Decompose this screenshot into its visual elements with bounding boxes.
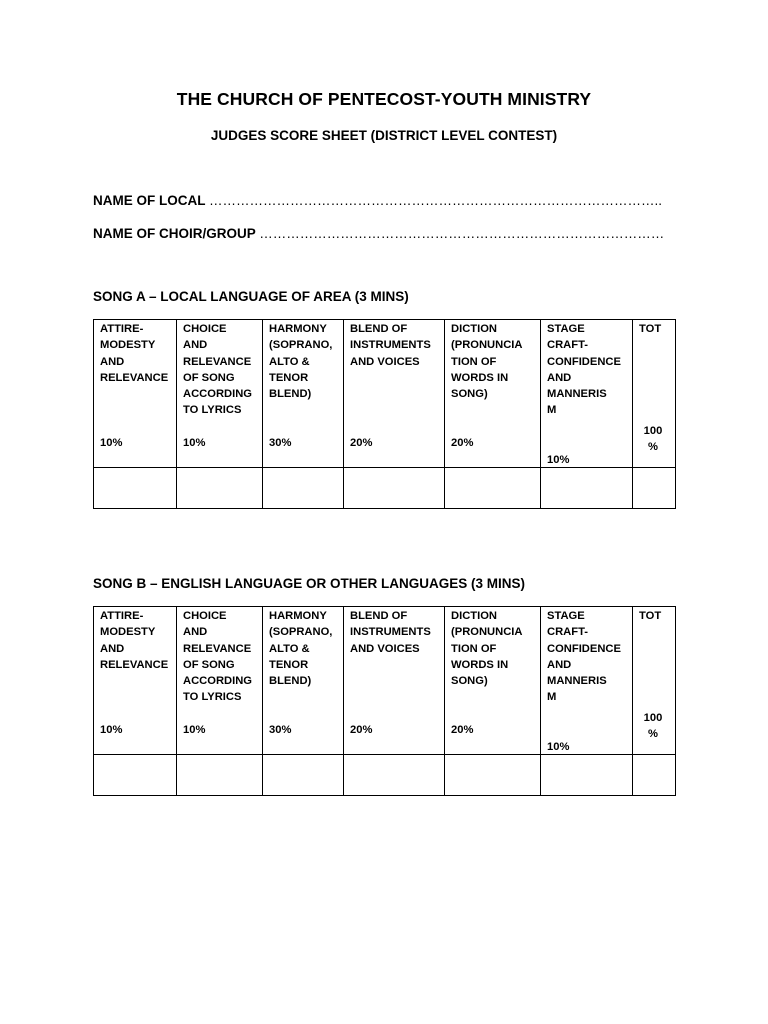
name-of-local-blank[interactable]: ………………………………………………………………………………………..: [209, 193, 663, 208]
criterion-name: DICTION (PRONUNCIA TION OF WORDS IN SONG): [451, 323, 523, 401]
name-of-choir-field[interactable]: [93, 226, 664, 241]
criterion-name: CHOICE AND RELEVANCE OF SONG ACCORDING TO LYRICS: [183, 610, 252, 704]
criterion-stage-craft: [541, 320, 633, 468]
criterion-name: BLEND OF INSTRUMENTS AND VOICES: [350, 323, 431, 368]
score-cell-total[interactable]: [633, 468, 676, 509]
criterion-stage-craft: [541, 607, 633, 755]
criterion-harmony: [263, 320, 344, 468]
criterion-total: [633, 607, 676, 755]
criterion-choice: [177, 320, 263, 468]
score-cell-diction[interactable]: [445, 755, 541, 796]
criterion-name: TOT: [639, 610, 662, 622]
score-cell-blend[interactable]: [344, 755, 445, 796]
criterion-diction: [445, 320, 541, 468]
name-of-choir-blank[interactable]: ………………………………………………………………………………: [259, 226, 665, 241]
document-subtitle: JUDGES SCORE SHEET (DISTRICT LEVEL CONTEST): [210, 128, 558, 143]
criterion-weight: 10%: [100, 437, 123, 449]
criterion-blend: [344, 607, 445, 755]
score-cell-blend[interactable]: [344, 468, 445, 509]
score-entry-row: [94, 755, 676, 796]
criterion-weight: 10%: [547, 741, 570, 753]
document-title: THE CHURCH OF PENTECOST-YOUTH MINISTRY: [176, 89, 592, 109]
criterion-name: HARMONY (SOPRANO, ALTO & TENOR BLEND): [269, 323, 333, 401]
criterion-name: CHOICE AND RELEVANCE OF SONG ACCORDING TO LYRICS: [183, 323, 252, 417]
name-of-local-label: NAME OF LOCAL: [93, 193, 206, 208]
song-a-heading: SONG A – LOCAL LANGUAGE OF AREA (3 MINS): [93, 289, 409, 304]
score-cell-diction[interactable]: [445, 468, 541, 509]
score-cell-total[interactable]: [633, 755, 676, 796]
criterion-name: BLEND OF INSTRUMENTS AND VOICES: [350, 610, 431, 655]
score-entry-row: [94, 468, 676, 509]
score-cell-harmony[interactable]: [263, 755, 344, 796]
criterion-weight: 10%: [183, 724, 206, 736]
criterion-attire: [94, 607, 177, 755]
name-of-local-field[interactable]: [93, 193, 662, 208]
criteria-row: [94, 607, 676, 755]
criterion-weight: 20%: [451, 437, 474, 449]
criterion-harmony: [263, 607, 344, 755]
score-cell-stage-craft[interactable]: [541, 755, 633, 796]
criterion-name: ATTIRE- MODESTY AND RELEVANCE: [100, 610, 169, 671]
score-cell-harmony[interactable]: [263, 468, 344, 509]
criteria-row: [94, 320, 676, 468]
criterion-diction: [445, 607, 541, 755]
song-b-score-table: [93, 606, 676, 796]
criterion-attire: [94, 320, 177, 468]
criterion-blend: [344, 320, 445, 468]
score-cell-stage-craft[interactable]: [541, 468, 633, 509]
criterion-name: TOT: [639, 323, 662, 335]
criterion-total: [633, 320, 676, 468]
criterion-choice: [177, 607, 263, 755]
score-cell-choice[interactable]: [177, 755, 263, 796]
score-cell-attire[interactable]: [94, 755, 177, 796]
criterion-weight: 30%: [269, 437, 292, 449]
criterion-weight: 100 %: [643, 425, 663, 453]
score-cell-attire[interactable]: [94, 468, 177, 509]
criterion-name: STAGE CRAFT- CONFIDENCE AND MANNERIS M: [547, 323, 621, 417]
score-cell-choice[interactable]: [177, 468, 263, 509]
criterion-name: STAGE CRAFT- CONFIDENCE AND MANNERIS M: [547, 610, 621, 704]
name-of-choir-label: NAME OF CHOIR/GROUP: [93, 226, 256, 241]
criterion-weight: 20%: [350, 437, 373, 449]
criterion-name: ATTIRE- MODESTY AND RELEVANCE: [100, 323, 169, 384]
criterion-name: DICTION (PRONUNCIA TION OF WORDS IN SONG): [451, 610, 523, 688]
criterion-weight: 20%: [350, 724, 373, 736]
criterion-weight: 10%: [100, 724, 123, 736]
criterion-weight: 10%: [547, 454, 570, 466]
criterion-weight: 20%: [451, 724, 474, 736]
song-a-score-table: [93, 319, 676, 509]
criterion-weight: 30%: [269, 724, 292, 736]
criterion-weight: 100 %: [643, 712, 663, 740]
song-b-heading: SONG B – ENGLISH LANGUAGE OR OTHER LANGUAGES (3 MINS): [93, 576, 526, 591]
criterion-name: HARMONY (SOPRANO, ALTO & TENOR BLEND): [269, 610, 333, 688]
criterion-weight: 10%: [183, 437, 206, 449]
